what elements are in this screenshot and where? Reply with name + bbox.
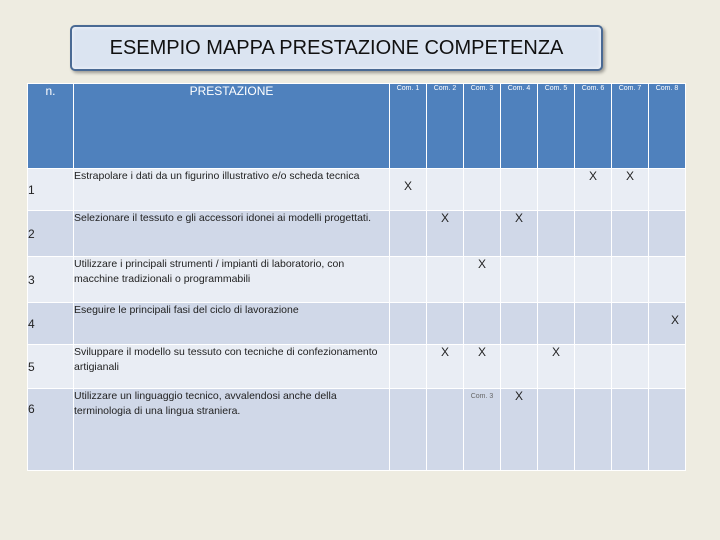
title-box (70, 25, 603, 71)
mark-com-4 (501, 345, 538, 389)
mark-com-2 (427, 389, 464, 471)
mark-com-1 (390, 345, 427, 389)
mark-com-7 (612, 389, 649, 471)
mark-com-1 (390, 257, 427, 303)
mark-com-4: X (501, 211, 538, 257)
mark-com-5 (538, 257, 575, 303)
row-prestazione: Utilizzare un linguaggio tecnico, avvalendosi anche della terminologia di una lingua straniera. (74, 389, 390, 471)
table-row (28, 303, 686, 345)
mark-com-5: X (538, 345, 575, 389)
mark-com-8 (649, 257, 686, 303)
mark-com-1 (390, 211, 427, 257)
mark-com-3 (464, 211, 501, 257)
mark-com-4 (501, 303, 538, 345)
row-prestazione: Utilizzare i principali strumenti / impianti di laboratorio, con macchine tradizionali o programmabili (74, 257, 390, 303)
mark-com-6: X (575, 169, 612, 211)
mark-com-8 (649, 345, 686, 389)
mark-com-8 (649, 211, 686, 257)
mark-com-8 (649, 389, 686, 471)
page-title: ESEMPIO MAPPA PRESTAZIONE COMPETENZA (109, 36, 564, 59)
mark-com-1 (390, 303, 427, 345)
mark-com-3: X (464, 257, 501, 303)
header-com-6: Com. 6 (575, 84, 612, 169)
mark-com-3: X (464, 345, 501, 389)
mark-com-2 (427, 303, 464, 345)
table-row (28, 211, 686, 257)
header-com-1: Com. 1 (390, 84, 427, 169)
mark-com-6 (575, 389, 612, 471)
row-prestazione: Eseguire le principali fasi del ciclo di lavorazione (74, 303, 390, 345)
header-com-4: Com. 4 (501, 84, 538, 169)
mark-com-2 (427, 169, 464, 211)
mark-com-6 (575, 345, 612, 389)
mark-com-7 (612, 345, 649, 389)
mark-com-5 (538, 389, 575, 471)
table-row (28, 169, 686, 211)
row-prestazione: Selezionare il tessuto e gli accessori idonei ai modelli progettati. (74, 211, 390, 257)
mark-com-5 (538, 169, 575, 211)
mark-com-2: X (427, 211, 464, 257)
mark-com-3 (464, 303, 501, 345)
row-prestazione: Sviluppare il modello su tessuto con tecniche di confezionamento artigianali (74, 345, 390, 389)
mark-com-8: X (649, 303, 686, 345)
table-row (28, 257, 686, 303)
mark-com-3 (464, 169, 501, 211)
header-com-5: Com. 5 (538, 84, 575, 169)
mark-com-6 (575, 257, 612, 303)
header-com-3: Com. 3 (464, 84, 501, 169)
row-number: 5 (28, 345, 74, 389)
row-number: 4 (28, 303, 74, 345)
mark-com-6 (575, 303, 612, 345)
mark-com-4 (501, 169, 538, 211)
header-prestazione: PRESTAZIONE (74, 84, 390, 169)
mark-com-6 (575, 211, 612, 257)
competence-map-table (27, 83, 686, 471)
table-row (28, 389, 686, 471)
mark-com-5 (538, 211, 575, 257)
header-com-8: Com. 8 (649, 84, 686, 169)
mark-com-4 (501, 257, 538, 303)
mark-com-4: X (501, 389, 538, 471)
mark-com-7 (612, 211, 649, 257)
header-com-2: Com. 2 (427, 84, 464, 169)
table-row (28, 345, 686, 389)
row-number: 6 (28, 389, 74, 471)
header-row (28, 84, 686, 169)
mark-com-1 (390, 389, 427, 471)
mark-com-7 (612, 257, 649, 303)
row-number: 1 (28, 169, 74, 211)
row-number: 2 (28, 211, 74, 257)
mark-com-2 (427, 257, 464, 303)
mark-com-5 (538, 303, 575, 345)
row-number: 3 (28, 257, 74, 303)
mark-com-7: X (612, 169, 649, 211)
header-com-7: Com. 7 (612, 84, 649, 169)
mark-com-8 (649, 169, 686, 211)
mark-com-2: X (427, 345, 464, 389)
mark-com-7 (612, 303, 649, 345)
header-n: n. (28, 84, 74, 169)
mark-com-3: Com. 3 (464, 389, 501, 471)
row-prestazione: Estrapolare i dati da un figurino illustrativo e/o scheda tecnica (74, 169, 390, 211)
mark-com-1: X (390, 169, 427, 211)
